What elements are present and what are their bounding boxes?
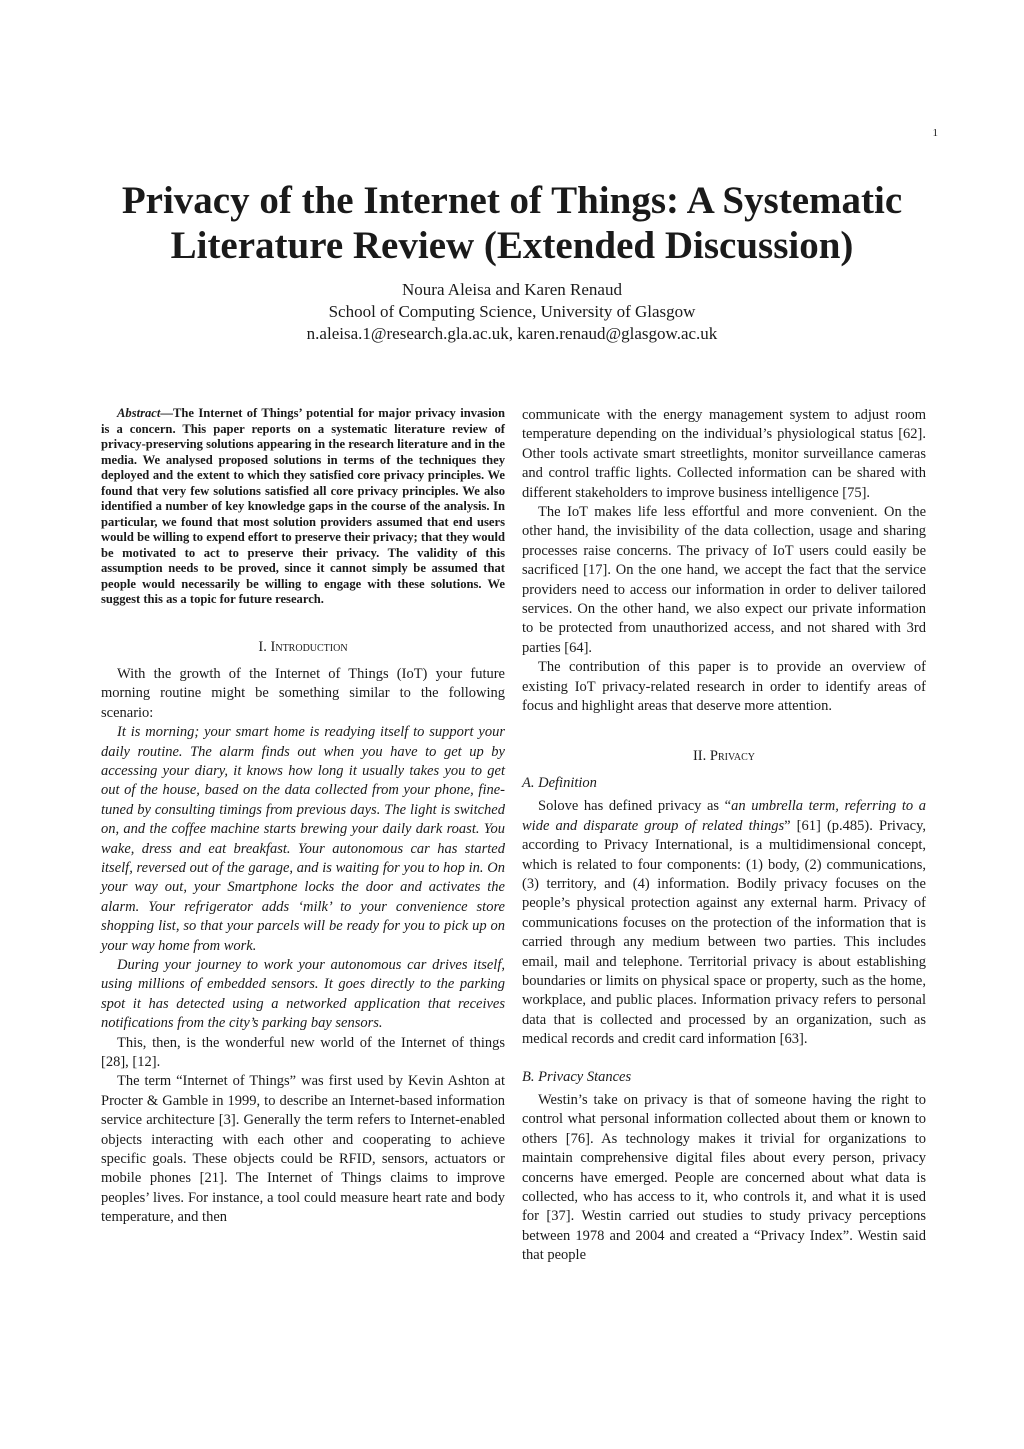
abstract-label: Abstract (117, 406, 161, 420)
body-paragraph: This, then, is the wonderful new world of the Internet of things [28], [12]. (101, 1034, 505, 1071)
definition-paragraph (522, 797, 926, 1049)
author-affiliation: School of Computing Science, University of Glasgow (328, 302, 696, 321)
scenario-paragraph-1: It is morning; your smart home is readying itself to support your daily routine. The alarm finds out when you have to get up by accessing your diary, it knows how long it usually takes you to get out of the house, based on the data collected from your phone, fine-tuned by consulting timings from previous days. The light is switched on, and the coffee machine starts brewing your daily dark roast. You wake, dress and eat breakfast. Your autonomous car has started itself, reversed out of the garage, and is waiting for you to hop in. On your way out, your Smartphone locks the door and activates the alarm. Your refrigerator adds ‘milk’ to your convenience store shopping list, so that your parcels will be ready for you to pick up on your way home from work. (101, 724, 505, 954)
subsection-heading-definition: A. Definition (522, 774, 597, 791)
author-emails: n.aleisa.1@research.gla.ac.uk, karen.renaud@glasgow.ac.uk (306, 324, 718, 343)
author-block (112, 279, 912, 345)
abstract-text: —The Internet of Things’ potential for major privacy invasion is a concern. This paper reports on a systematic literature review of privacy-preserving solutions appearing in the research literature and in the media. We analysed proposed solutions in terms of the techniques they deployed and the extent to which they satisfied core privacy principles. We found that very few solutions satisfied all core privacy principles. We also identified a number of key knowledge gaps in the course of the analysis. In particular, we found that most solution providers assumed that end users would be willing to expend effort to preserve their privacy; that they would be motivated to act to preserve their privacy. The validity of this assumption needs to be proved, since it cannot simply be assumed that people would necessarily be willing to engage with these solutions. We suggest this as a topic for future research. (101, 406, 505, 606)
definition-rest: ” [61] (p.485). Privacy, according to Privacy International, is a multidimensional concept, which is related to four components: (1) body, (2) communications, (3) territory, and (4) information. Bodily privacy focuses on the people’s physical protection against any external harm. Privacy of communications focuses on the protection of the information that is carried through any medium between two parties. This includes email, mail and telephone. Territorial privacy is about establishing boundaries or limits on physical space or property, such as the home, workplace, and public places. Information privacy refers to personal data that is collected and processed by an organization, such as medical records and credit card information [63]. (522, 817, 926, 1048)
definition-lead: Solove has defined privacy as “ (538, 798, 732, 815)
body-paragraph: The IoT makes life less effortful and more convenient. On the other hand, the invisibility of the data collection, usage and sharing processes raise concerns. The privacy of IoT users could easily be sacrificed [17]. On the one hand, we accept the fact that the service providers need to access our information in order to deliver tailored services. On the other hand, we also expect our private information to be protected from unauthorized access, and not shared with 3rd parties [64]. (522, 504, 926, 656)
section-title: Privacy (709, 747, 756, 764)
body-paragraph: The contribution of this paper is to provide an overview of existing IoT privacy-related research in order to identify areas of focus and highlight areas that deserve more attention. (522, 659, 926, 715)
section-number: I. (258, 638, 267, 655)
left-column (101, 406, 505, 1228)
section-heading-introduction (101, 638, 505, 657)
scenario-paragraph-2: During your journey to work your autonomous car drives itself, using millions of embedded sensors. It goes directly to the parking spot it has detected using a networked application that receives notifications from the city’s parking bay sensors. (101, 957, 505, 1032)
body-paragraph: The term “Internet of Things” was first used by Kevin Ashton at Procter & Gamble in 1999, to describe an Internet-based information service architecture [3]. Generally the term refers to Internet-enabled objects interacting with each other and cooperating to achieve specific goals. These objects could be RFID, sensors, actuators or mobile phones [21]. The Internet of Things claims to improve peoples’ lives. For instance, a tool could measure heart rate and body temperature, and then (101, 1073, 505, 1226)
page-number: 1 (932, 127, 938, 139)
abstract (101, 406, 505, 608)
intro-paragraph: With the growth of the Internet of Things (IoT) your future morning routine might be something similar to the following scenario: (101, 665, 505, 721)
paper-title: Privacy of the Internet of Things: A Systematic Literature Review (Extended Discussion) (121, 179, 903, 267)
section-heading-privacy (522, 747, 926, 766)
author-names: Noura Aleisa and Karen Renaud (402, 280, 622, 299)
body-paragraph-continued: communicate with the energy management system to adjust room temperature depending on the individual’s physiological status [62]. Other tools activate smart streetlights, monitor surveillance cameras and control traffic lights. Collected information can be shared with different stakeholders to improve business intelligence [75]. (522, 407, 926, 501)
definition-quote: an umbrella term, referring to a wide and disparate group of related things (522, 798, 926, 834)
right-column (522, 406, 926, 1266)
privacy-stances-paragraph: Westin’s take on privacy is that of someone having the right to control what personal information collected about them or known to others [76]. As technology makes it trivial for organizations to maintain comprehensive digital files about every person, privacy concerns have emerged. People are concerned about what data is collected, who has access to it, who controls it, and what it is used for [37]. Westin carried out studies to study privacy perceptions between 1978 and 2004 and created a “Privacy Index”. Westin said that people (522, 1092, 926, 1264)
section-title: Introduction (270, 638, 348, 655)
section-number: II. (692, 747, 707, 764)
subsection-heading-privacy-stances: B. Privacy Stances (522, 1068, 632, 1085)
